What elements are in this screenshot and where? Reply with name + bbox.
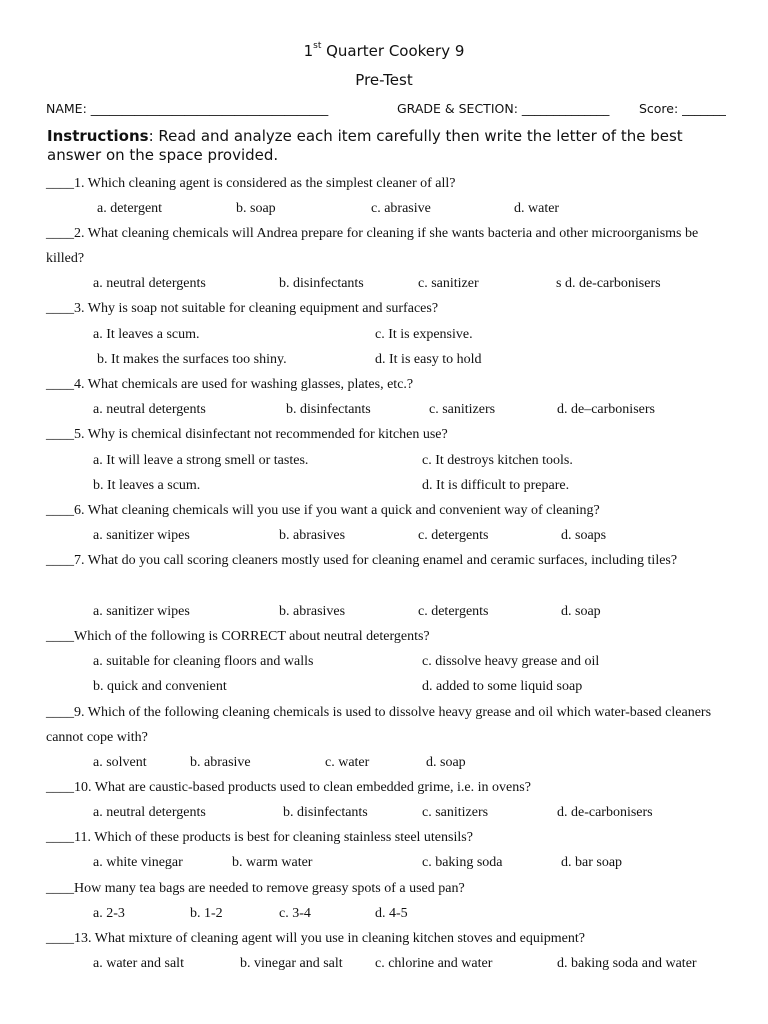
question-12: ____How many tea bags are needed to remove greasy spots of a used pan? (46, 881, 465, 896)
q6-option-b: b. abrasives (279, 528, 346, 543)
q11-option-a: a. white vinegar (93, 855, 183, 870)
question-3: ____3. Why is soap not suitable for cleaning equipment and surfaces? (46, 301, 439, 316)
q10-option-d: d. de-carbonisers (557, 805, 653, 820)
q3-option-b: b. It makes the surfaces too shiny. (97, 352, 287, 367)
q1-option-d: d. water (514, 201, 560, 216)
q3-option-a: a. It leaves a scum. (93, 327, 200, 342)
grade-section-field[interactable]: GRADE & SECTION: ______________ (396, 101, 610, 116)
q11-option-c: c. baking soda (422, 855, 503, 870)
title-superscript: st (313, 41, 322, 51)
q4-option-c: c. sanitizers (429, 402, 496, 417)
q2-option-a: a. neutral detergents (93, 276, 206, 291)
instructions-label: Instructions (47, 127, 149, 145)
q6-option-c: c. detergents (418, 528, 489, 543)
q5-option-c: c. It destroys kitchen tools. (422, 453, 573, 468)
q7-option-a: a. sanitizer wipes (93, 604, 190, 619)
q11-option-b: b. warm water (232, 855, 313, 870)
question-1: ____1. Which cleaning agent is considered as the simplest cleaner of all? (46, 176, 456, 191)
score-field[interactable]: Score: _______ (638, 101, 726, 116)
q12-option-b: b. 1-2 (190, 906, 223, 921)
instructions (47, 127, 727, 165)
q7-option-c: c. detergents (418, 604, 489, 619)
q7-option-b: b. abrasives (279, 604, 346, 619)
student-info-line (46, 101, 726, 116)
question-8: ____Which of the following is CORRECT about neutral detergents? (46, 629, 430, 644)
q5-option-d: d. It is difficult to prepare. (422, 478, 570, 493)
q10-option-a: a. neutral detergents (93, 805, 206, 820)
q1-option-c: c. abrasive (371, 201, 431, 216)
q2-option-b: b. disinfectants (279, 276, 364, 291)
q4-option-a: a. neutral detergents (93, 402, 206, 417)
q1-option-b: b. soap (236, 201, 276, 216)
q8-option-b: b. quick and convenient (93, 679, 227, 694)
q9-option-a: a. solvent (93, 755, 147, 770)
name-field[interactable]: NAME: ______________________________________ (46, 101, 329, 116)
q3-option-c: c. It is expensive. (375, 327, 473, 342)
q3-option-d: d. It is easy to hold (375, 352, 482, 367)
question-11: ____11. Which of these products is best for cleaning stainless steel utensils? (46, 830, 473, 845)
q2-option-c: c. sanitizer (418, 276, 479, 291)
q11-option-d: d. bar soap (561, 855, 623, 870)
q5-option-a: a. It will leave a strong smell or tastes. (93, 453, 309, 468)
page-title (0, 42, 768, 60)
q8-option-a: a. suitable for cleaning floors and walls (93, 654, 314, 669)
question-2: ____2. What cleaning chemicals will Andrea prepare for cleaning if she wants bacteria and other microorganisms be killed? (46, 226, 699, 266)
q4-option-b: b. disinfectants (286, 402, 371, 417)
q9-option-c: c. water (325, 755, 370, 770)
q13-option-b: b. vinegar and salt (240, 956, 343, 971)
q7-option-d: d. soap (561, 604, 601, 619)
question-6: ____6. What cleaning chemicals will you use if you want a quick and convenient way of cleaning? (46, 503, 600, 518)
q12-option-d: d. 4-5 (375, 906, 408, 921)
q8-option-d: d. added to some liquid soap (422, 679, 583, 694)
question-7: ____7. What do you call scoring cleaners mostly used for cleaning enamel and ceramic surfaces, including tiles? (46, 553, 678, 568)
q9-option-d: d. soap (426, 755, 466, 770)
q9-option-b: b. abrasive (190, 755, 251, 770)
q13-option-c: c. chlorine and water (375, 956, 493, 971)
q10-option-b: b. disinfectants (283, 805, 368, 820)
q12-option-c: c. 3-4 (279, 906, 311, 921)
q6-option-d: d. soaps (561, 528, 607, 543)
q8-option-c: c. dissolve heavy grease and oil (422, 654, 600, 669)
instructions-text: : Read and analyze each item carefully then write the letter of the best answer on the space provided. (47, 127, 683, 164)
question-9: ____9. Which of the following cleaning chemicals is used to dissolve heavy grease and oil which water-based cleaners cannot cope with? (46, 705, 712, 745)
q2-option-d: s d. de-carbonisers (556, 276, 661, 291)
question-13: ____13. What mixture of cleaning agent will you use in cleaning kitchen stoves and equipment? (46, 931, 585, 946)
question-10: ____10. What are caustic-based products used to clean embedded grime, i.e. in ovens? (46, 780, 531, 795)
q6-option-a: a. sanitizer wipes (93, 528, 190, 543)
page-subtitle: Pre-Test (355, 71, 413, 89)
q1-option-a: a. detergent (97, 201, 163, 216)
q10-option-c: c. sanitizers (422, 805, 489, 820)
question-5: ____5. Why is chemical disinfectant not recommended for kitchen use? (46, 427, 448, 442)
question-4: ____4. What chemicals are used for washing glasses, plates, etc.? (46, 377, 414, 392)
title-text: Quarter Cookery 9 (321, 42, 465, 60)
q4-option-d: d. de–carbonisers (557, 402, 655, 417)
q5-option-b: b. It leaves a scum. (93, 478, 201, 493)
title-number: 1 (303, 42, 314, 60)
q12-option-a: a. 2-3 (93, 906, 125, 921)
q13-option-d: d. baking soda and water (557, 956, 697, 971)
q13-option-a: a. water and salt (93, 956, 184, 971)
